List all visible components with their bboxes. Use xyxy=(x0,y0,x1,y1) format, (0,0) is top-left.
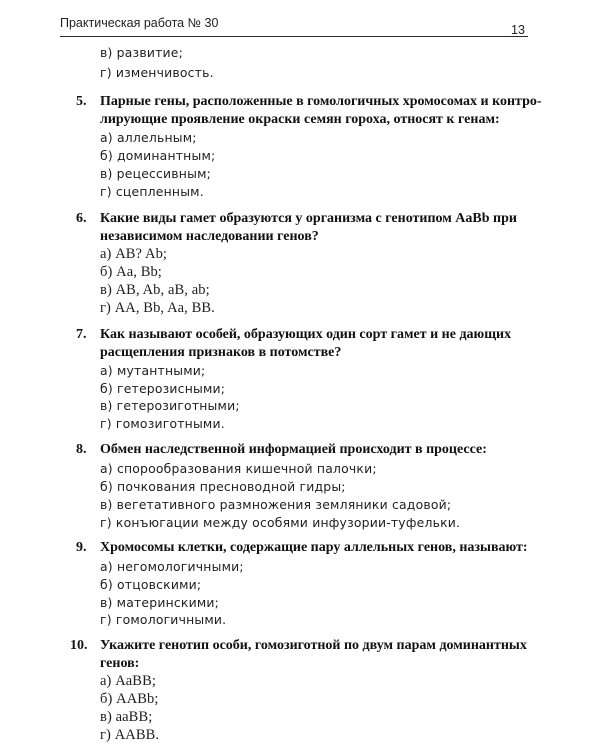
answer-option: в) материнскими; xyxy=(100,595,219,610)
answer-option: а) AaBB; xyxy=(100,673,156,689)
question-number: 7. xyxy=(76,327,87,342)
answer-option: в) гетерозиготными; xyxy=(100,398,240,413)
answer-option: в) вегетативного размножения земляники садовой; xyxy=(100,497,452,512)
question-text: Парные гены, расположенные в гомологичных хромосомах и контро- xyxy=(100,94,542,109)
answer-option: в) AB, Ab, aB, ab; xyxy=(100,282,210,298)
question-text: расщепления признаков в потомстве? xyxy=(100,345,342,360)
carry-option: г) изменчивость. xyxy=(100,65,214,80)
question-text: независимом наследовании генов? xyxy=(100,229,319,244)
answer-option: а) AB? Ab; xyxy=(100,246,168,262)
question-text: генов: xyxy=(100,656,140,671)
answer-option: б) почкования пресноводной гидры; xyxy=(100,479,346,494)
answer-option: б) AABb; xyxy=(100,691,159,707)
answer-option: б) Aa, Bb; xyxy=(100,264,162,280)
question-text: Укажите генотип особи, гомозиготной по двум парам доминантных xyxy=(100,638,527,653)
answer-option: г) гомологичными. xyxy=(100,612,227,627)
answer-option: а) аллельным; xyxy=(100,130,197,145)
answer-option: б) отцовскими; xyxy=(100,577,202,592)
page-number: 13 xyxy=(511,23,525,37)
question-text: Хромосомы клетки, содержащие пару аллельных генов, называют: xyxy=(100,540,528,555)
question-text: лирующие проявление окраски семян гороха, относят к генам: xyxy=(100,112,500,127)
question-text: Обмен наследственной информацией происходит в процессе: xyxy=(100,442,487,457)
header-title: Практическая работа № 30 xyxy=(60,16,219,30)
carry-option: в) развитие; xyxy=(100,45,183,60)
answer-option: б) доминантным; xyxy=(100,148,216,163)
answer-option: а) спорообразования кишечной палочки; xyxy=(100,461,377,476)
question-number: 9. xyxy=(76,540,87,555)
question-number: 8. xyxy=(76,442,87,457)
question-number: 10. xyxy=(70,638,88,653)
question-number: 6. xyxy=(76,211,87,226)
question-number: 5. xyxy=(76,94,87,109)
question-text: Как называют особей, образующих один сорт гамет и не дающих xyxy=(100,327,512,342)
answer-option: г) AA, Bb, Aa, BB. xyxy=(100,300,215,316)
answer-option: а) мутантными; xyxy=(100,363,206,378)
question-text: Какие виды гамет образуются у организма с генотипом AaBb при xyxy=(100,211,517,226)
answer-option: г) AABB. xyxy=(100,727,160,743)
page-header xyxy=(60,14,528,37)
answer-option: в) aaBB; xyxy=(100,709,153,725)
answer-option: г) сцепленным. xyxy=(100,184,204,199)
answer-option: в) рецессивным; xyxy=(100,166,212,181)
answer-option: г) конъюгации между особями инфузории-туфельки. xyxy=(100,515,461,530)
answer-option: а) негомологичными; xyxy=(100,559,244,574)
answer-option: г) гомозиготными. xyxy=(100,416,225,431)
answer-option: б) гетерозисными; xyxy=(100,381,226,396)
